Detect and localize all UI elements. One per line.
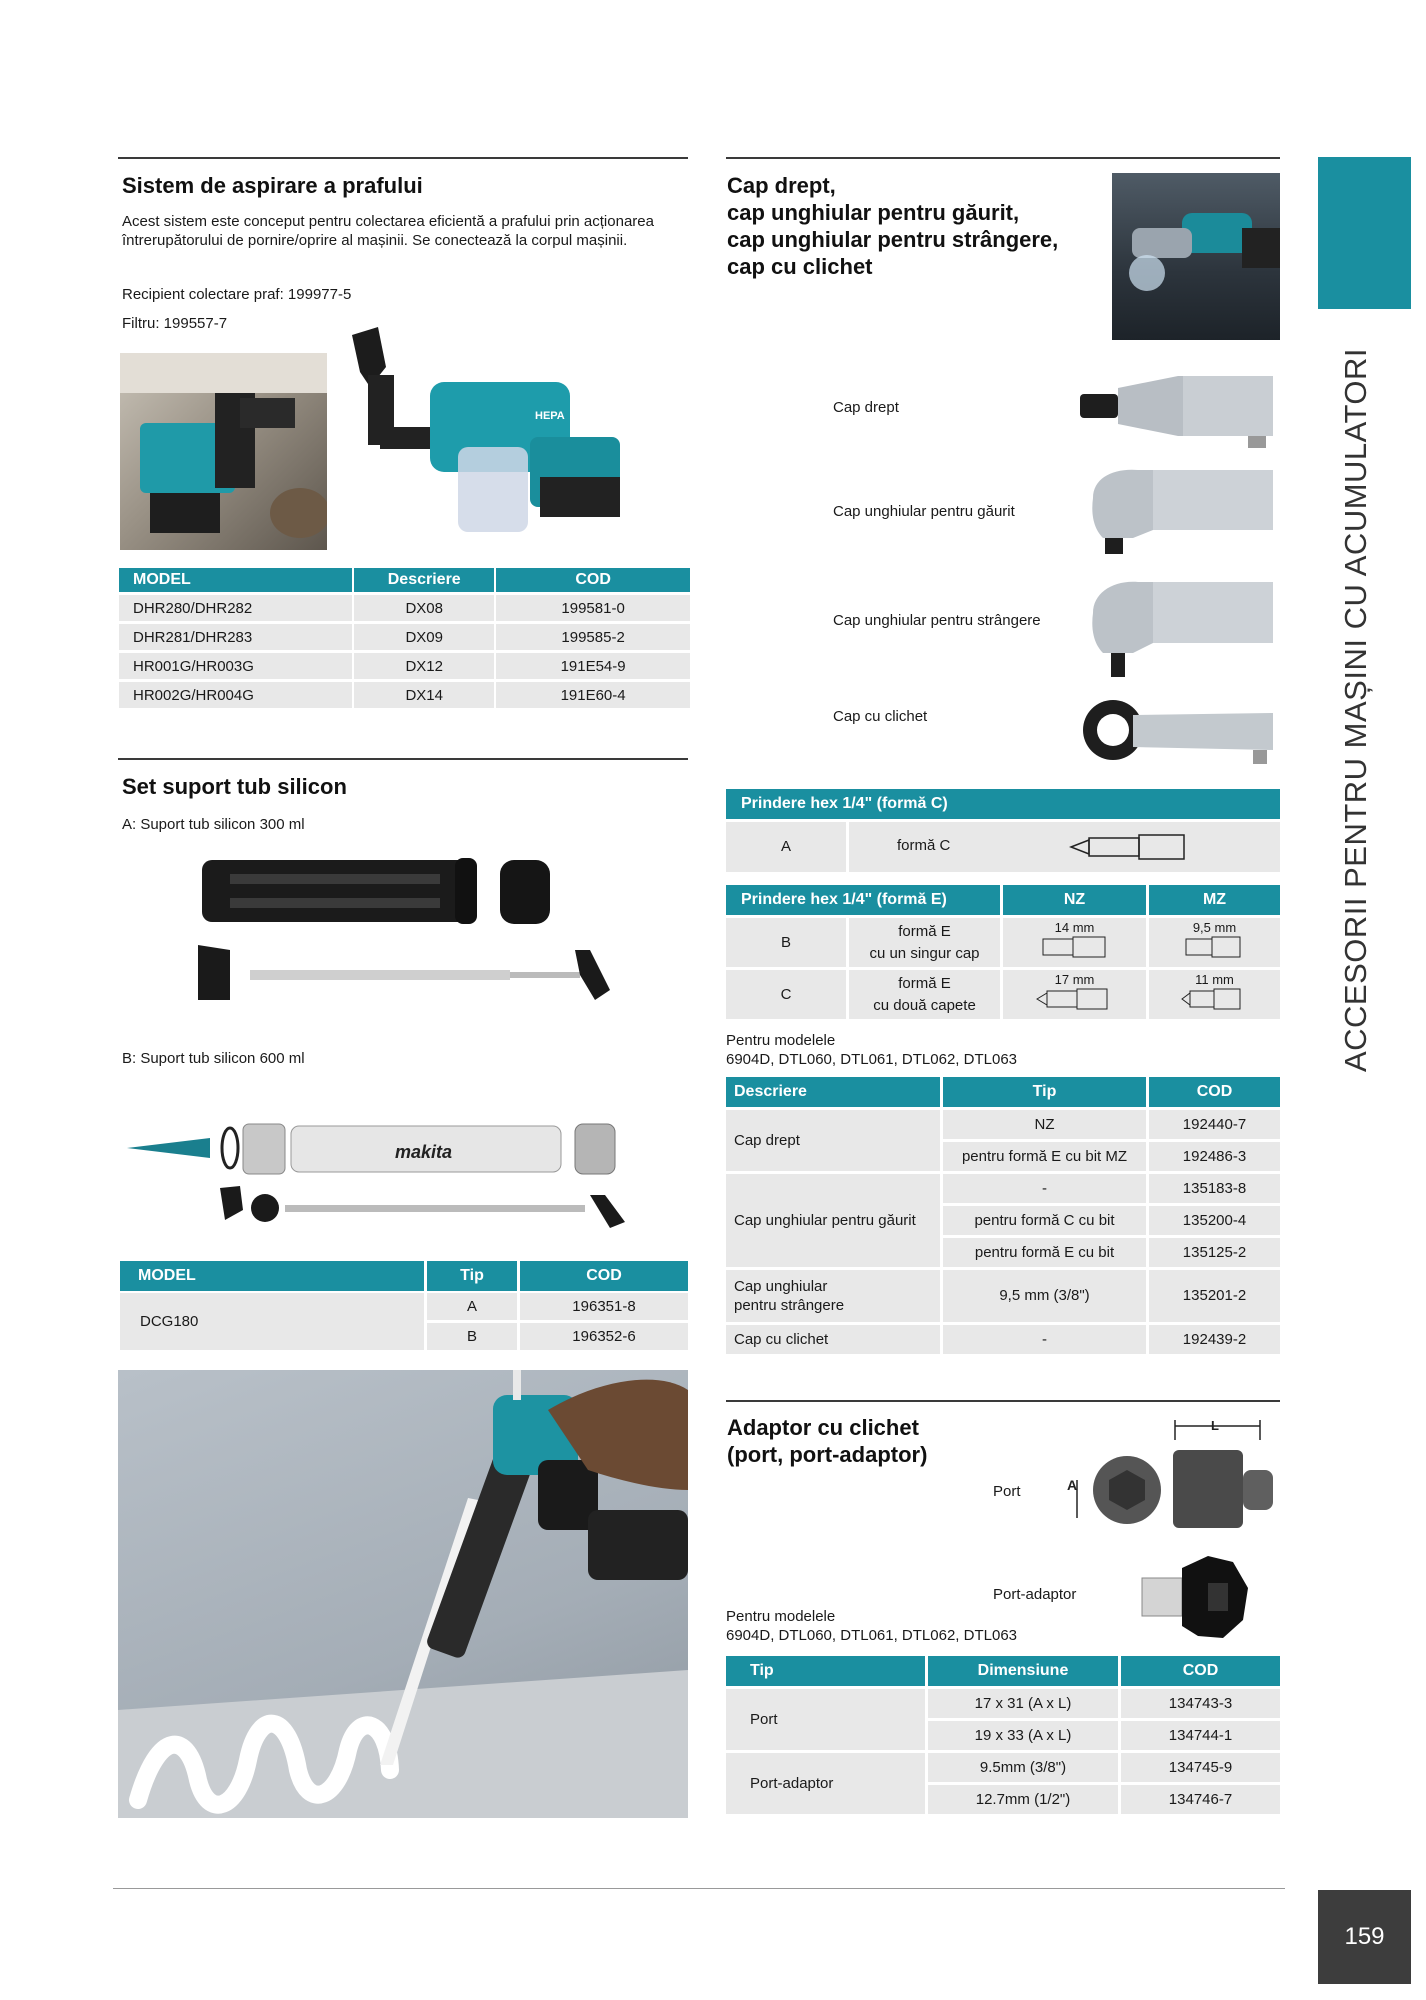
- bit-icon: [1069, 830, 1189, 864]
- dim-l-label: L: [1211, 1418, 1219, 1433]
- cell-tip: A: [427, 1293, 517, 1320]
- hex-e-form: formă E cu două capete: [849, 970, 1000, 1019]
- cell-cod: 192440-7: [1149, 1110, 1280, 1139]
- cell-tip: -: [943, 1174, 1146, 1203]
- cell-cod: 199581-0: [496, 595, 690, 621]
- cell-tip: B: [427, 1323, 517, 1350]
- cell-tip: pentru formă E cu bit: [943, 1238, 1146, 1267]
- hex-c-header: Prindere hex 1/4" (formă C): [726, 789, 1280, 819]
- cell-cod: 191E60-4: [496, 682, 690, 708]
- hex-e-letter: C: [726, 970, 846, 1019]
- silicone-b-label: B: Suport tub silicon 600 ml: [122, 1050, 305, 1067]
- silicone-col-model: MODEL: [120, 1261, 424, 1291]
- cell-descriere: DX08: [354, 595, 494, 621]
- dust-extractor-image: [340, 327, 640, 549]
- dust-title: Sistem de aspirare a prafului: [122, 173, 423, 198]
- dust-system-photo: [120, 353, 327, 550]
- item-label: Cap cu clichet: [833, 708, 928, 725]
- cell-dimensiune: 9.5mm (3/8"): [928, 1753, 1118, 1782]
- hex-e-form: formă E cu un singur cap: [849, 918, 1000, 967]
- heads-col-descriere: Descriere: [726, 1077, 940, 1107]
- cell-cod: 135200-4: [1149, 1206, 1280, 1235]
- cell-cod: 134743-3: [1121, 1689, 1280, 1718]
- adaptor-models-label: Pentru modelele: [726, 1608, 836, 1625]
- cell-tip: 9,5 mm (3/8"): [943, 1270, 1146, 1322]
- dim-a-label: A: [1067, 1477, 1078, 1493]
- cell-descriere: Cap drept: [726, 1110, 940, 1171]
- cap-drept-image: [1078, 366, 1278, 450]
- hex-e-col-mz: MZ: [1149, 885, 1280, 915]
- item-label: Cap unghiular pentru găurit: [833, 503, 1015, 520]
- dust-container-code: Recipient colectare praf: 199977-5: [122, 286, 352, 303]
- cell-descriere: Cap unghiular pentru strângere: [726, 1270, 940, 1322]
- adaptor-models: 6904D, DTL060, DTL061, DTL062, DTL063: [726, 1627, 1017, 1644]
- cell-cod: 192439-2: [1149, 1325, 1280, 1354]
- dust-description: Acest sistem este conceput pentru colectarea eficientă a prafului prin acționarea întrerupătorului de pornire/oprire al mașinii. Se conectează la corpul mașinii.: [122, 213, 654, 249]
- col-cod: COD: [496, 568, 690, 592]
- table-row: [119, 624, 690, 650]
- silicone-col-cod: COD: [520, 1261, 688, 1291]
- cell-cod: 196352-6: [520, 1323, 688, 1350]
- cell-cod: 196351-8: [520, 1293, 688, 1320]
- table-row: [119, 653, 690, 679]
- port-adaptor-image: [1138, 1548, 1258, 1648]
- cell-tip: pentru formă E cu bit MZ: [943, 1142, 1146, 1171]
- cell-cod: 135201-2: [1149, 1270, 1280, 1322]
- bit-icon: [1180, 987, 1250, 1011]
- cell-descriere: Cap cu clichet: [726, 1325, 940, 1354]
- adaptor-col-tip: Tip: [726, 1656, 925, 1686]
- cell-cod: 135125-2: [1149, 1238, 1280, 1267]
- page-number: 159: [1318, 1890, 1411, 1984]
- cell-cod: 134745-9: [1121, 1753, 1280, 1782]
- hex-e-col-nz: NZ: [1003, 885, 1146, 915]
- cell-descriere: DX12: [354, 653, 494, 679]
- cell-tip: pentru formă C cu bit: [943, 1206, 1146, 1235]
- port-diagram: [1065, 1418, 1280, 1528]
- footer-rule: [113, 1888, 1285, 1889]
- hex-c-form: formă C: [897, 837, 951, 854]
- cell-cod: 134744-1: [1121, 1721, 1280, 1750]
- cell-tip: NZ: [943, 1110, 1146, 1139]
- dust-table: [117, 565, 692, 711]
- section-rule: [726, 1400, 1280, 1402]
- bit-icon: [1180, 935, 1250, 959]
- bit-icon: [1035, 935, 1115, 959]
- silicone-gun-photo: [118, 1370, 688, 1818]
- cell-model: DHR280/DHR282: [119, 595, 352, 621]
- silicone-model-cell: DCG180: [120, 1293, 424, 1350]
- cell-tip: Port-adaptor: [726, 1753, 925, 1814]
- hex-e-nz: 14 mm: [1003, 918, 1146, 967]
- cell-descriere: DX14: [354, 682, 494, 708]
- svg-text:HEPA: HEPA: [535, 410, 565, 422]
- heads-col-tip: Tip: [943, 1077, 1146, 1107]
- heads-col-cod: COD: [1149, 1077, 1280, 1107]
- cell-dimensiune: 12.7mm (1/2"): [928, 1785, 1118, 1814]
- cell-model: HR001G/HR003G: [119, 653, 352, 679]
- hex-e-nz: 17 mm: [1003, 970, 1146, 1019]
- cell-cod: 192486-3: [1149, 1142, 1280, 1171]
- category-label: ACCESORII PENTRU MAȘINI CU ACUMULATORI: [1338, 347, 1373, 1073]
- section-rule: [118, 758, 688, 760]
- table-row: [119, 682, 690, 708]
- cell-dimensiune: 19 x 33 (A x L): [928, 1721, 1118, 1750]
- adaptor-title: Adaptor cu clichet (port, port-adaptor): [727, 1415, 928, 1467]
- heads-title: Cap drept, cap unghiular pentru găurit, cap unghiular pentru strângere, cap cu clichet: [727, 173, 1059, 279]
- hex-e-letter: B: [726, 918, 846, 967]
- cell-cod: 191E54-9: [496, 653, 690, 679]
- port-label: Port: [993, 1483, 1021, 1500]
- heads-models: 6904D, DTL060, DTL061, DTL062, DTL063: [726, 1051, 1017, 1068]
- dust-filter-code: Filtru: 199557-7: [122, 315, 228, 332]
- section-rule: [726, 157, 1280, 159]
- col-descriere: Descriere: [354, 568, 494, 592]
- hex-e-mz: 11 mm: [1149, 970, 1280, 1019]
- silicone-300-image: [190, 850, 640, 1020]
- table-row: [119, 595, 690, 621]
- item-label: Cap drept: [833, 399, 899, 416]
- cap-unghiular-strangere-image: [1083, 568, 1278, 680]
- hex-c-letter: A: [726, 822, 846, 872]
- cap-unghiular-gaurit-image: [1083, 458, 1278, 558]
- cap-clichet-image: [1078, 695, 1278, 769]
- cell-model: HR002G/HR004G: [119, 682, 352, 708]
- hex-c-row: [849, 822, 1280, 872]
- cell-model: DHR281/DHR283: [119, 624, 352, 650]
- silicone-col-tip: Tip: [427, 1261, 517, 1291]
- section-rule: [118, 157, 688, 159]
- silicone-600-image: [125, 1110, 635, 1230]
- adaptor-col-dimensiune: Dimensiune: [928, 1656, 1118, 1686]
- silicone-a-label: A: Suport tub silicon 300 ml: [122, 816, 305, 833]
- category-tab: [1318, 157, 1411, 309]
- adaptor-col-cod: COD: [1121, 1656, 1280, 1686]
- hex-e-header: Prindere hex 1/4" (formă E): [726, 885, 1000, 915]
- cell-descriere: Cap unghiular pentru găurit: [726, 1174, 940, 1267]
- cell-tip: Port: [726, 1689, 925, 1750]
- cell-cod: 134746-7: [1121, 1785, 1280, 1814]
- cell-descriere: DX09: [354, 624, 494, 650]
- port-adaptor-label: Port-adaptor: [993, 1586, 1077, 1603]
- makita-logo: makita: [395, 1142, 453, 1162]
- cell-cod: 135183-8: [1149, 1174, 1280, 1203]
- cell-tip: -: [943, 1325, 1146, 1354]
- cell-dimensiune: 17 x 31 (A x L): [928, 1689, 1118, 1718]
- item-label: Cap unghiular pentru strângere: [833, 612, 1041, 629]
- silicone-title: Set suport tub silicon: [122, 774, 347, 799]
- heads-models-label: Pentru modelele: [726, 1032, 836, 1049]
- bit-icon: [1035, 987, 1115, 1011]
- cell-cod: 199585-2: [496, 624, 690, 650]
- col-model: MODEL: [119, 568, 352, 592]
- hex-e-mz: 9,5 mm: [1149, 918, 1280, 967]
- angle-head-photo: [1112, 173, 1280, 340]
